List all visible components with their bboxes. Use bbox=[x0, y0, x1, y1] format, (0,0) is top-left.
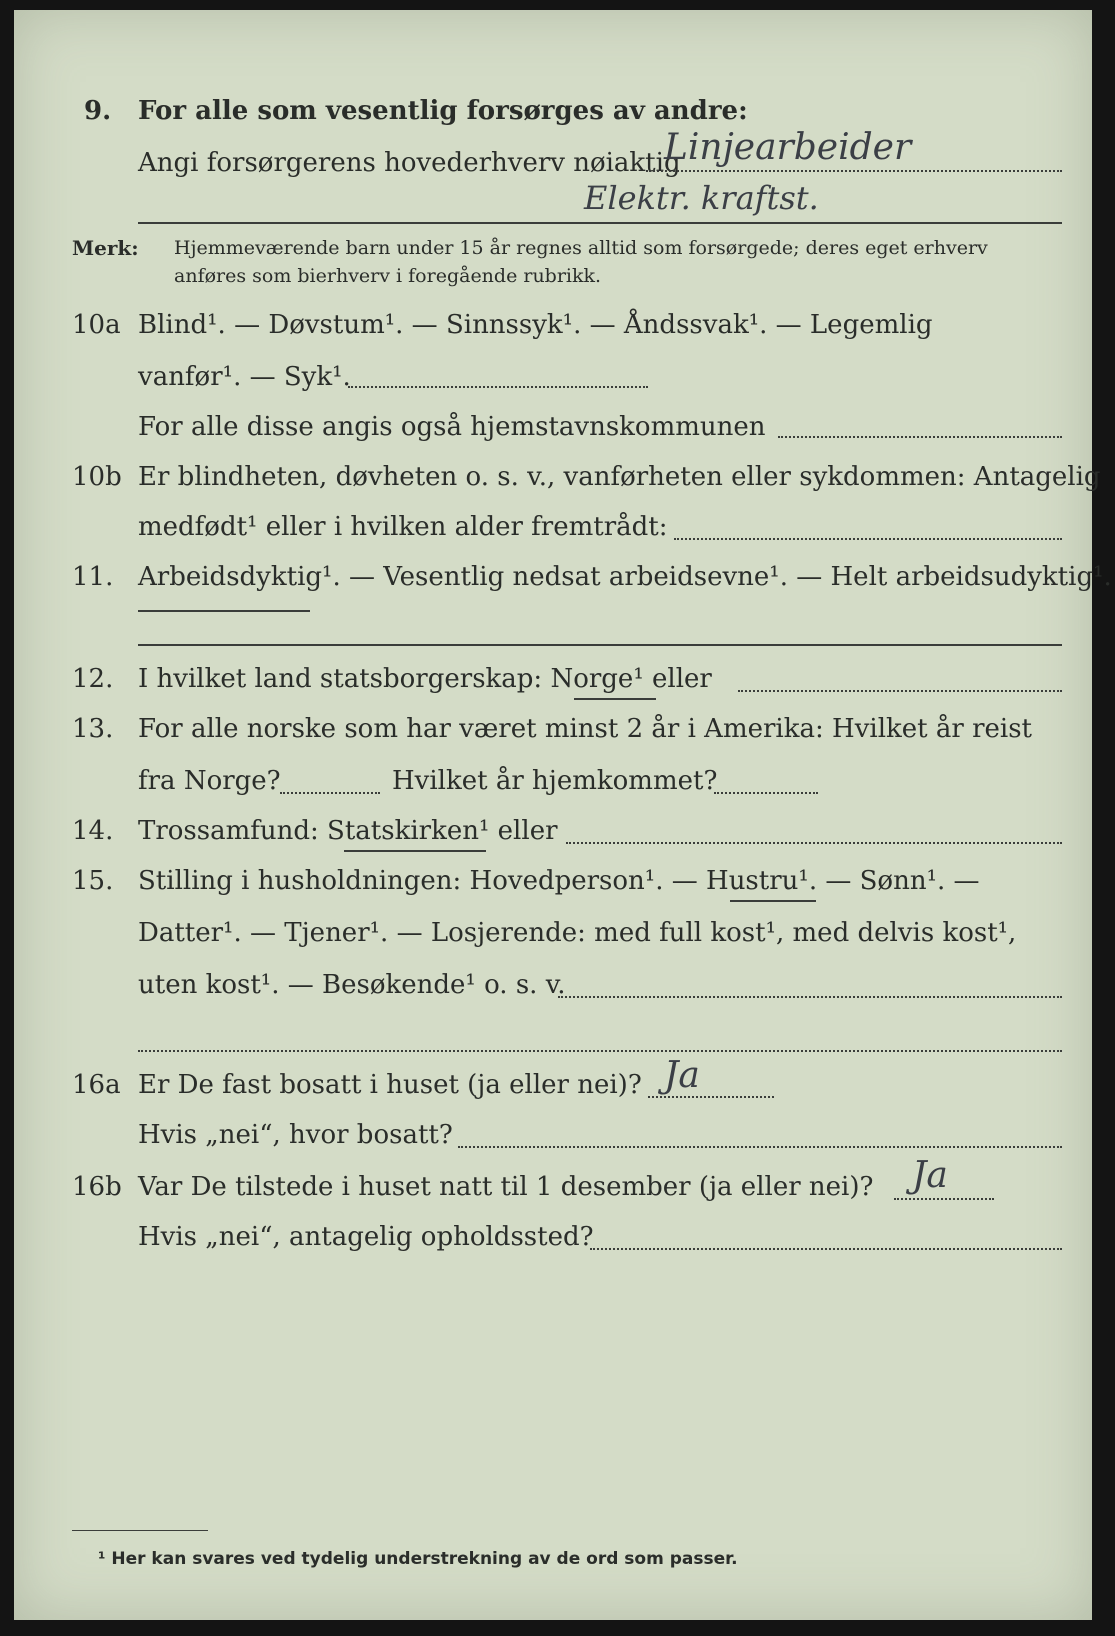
q15-line2: Datter¹. — Tjener¹. — Losjerende: med full kost¹, med delvis kost¹, bbox=[138, 918, 1017, 948]
q10a-line3: For alle disse angis også hjemstavnskommunen bbox=[138, 412, 766, 442]
footnote-rule bbox=[72, 1530, 208, 1531]
q13-number: 13. bbox=[72, 714, 114, 744]
q12-underline-norge bbox=[574, 698, 656, 700]
q11-underline bbox=[138, 610, 310, 612]
census-form-page bbox=[14, 10, 1112, 1620]
q16a-line1: Er De fast bosatt i huset (ja eller nei)? bbox=[138, 1070, 642, 1100]
q10b-number: 10b bbox=[72, 462, 122, 492]
q10b-line2: medfødt¹ eller i hvilken alder fremtrådt: bbox=[138, 512, 668, 542]
q15-line3: uten kost¹. — Besøkende¹ o. s. v. bbox=[138, 970, 566, 1000]
q12-number: 12. bbox=[72, 664, 114, 694]
q15-line1: Stilling i husholdningen: Hovedperson¹. — Hustru¹. — Sønn¹. — bbox=[138, 866, 980, 896]
q9-separator bbox=[138, 222, 1062, 224]
q10b-line1: Er blindheten, døvheten o. s. v., vanførheten eller sykdommen: Antagelig bbox=[138, 462, 1101, 492]
q13-reist-line bbox=[280, 792, 380, 794]
q11-line1: Arbeidsdyktig¹. — Vesentlig nedsat arbeidsevne¹. — Helt arbeidsudyktig¹. bbox=[138, 562, 1112, 592]
q16a-answer-line bbox=[648, 1096, 774, 1098]
q15-underline-hustru bbox=[730, 900, 816, 902]
q13-hjemkommet-line bbox=[714, 792, 818, 794]
q9-handwritten-answer2: Elektr. kraftst. bbox=[584, 179, 819, 217]
q16a-line2: Hvis „nei“, hvor bosatt? bbox=[138, 1120, 453, 1150]
q10a-number: 10a bbox=[72, 310, 121, 340]
q10a-line1: Blind¹. — Døvstum¹. — Sinnssyk¹. — Åndssvak¹. — Legemlig bbox=[138, 310, 933, 340]
q9-handwritten-answer1: Linjearbeider bbox=[664, 127, 912, 168]
q13-line1: For alle norske som har været minst 2 år i Amerika: Hvilket år reist bbox=[138, 714, 1032, 744]
q16a-number: 16a bbox=[72, 1070, 121, 1100]
q15-separator bbox=[138, 1050, 1062, 1052]
footnote: ¹ Her kan svares ved tydelig understrekning av de ord som passer. bbox=[98, 1549, 738, 1569]
q13-line2b: Hvilket år hjemkommet? bbox=[392, 766, 718, 796]
q14-number: 14. bbox=[72, 816, 114, 846]
merk-line2: anføres som bierhverv i foregående rubrikk. bbox=[174, 265, 602, 287]
merk-line1: Hjemmeværende barn under 15 år regnes alltid som forsørgede; deres eget erhverv bbox=[174, 237, 988, 259]
q11-number: 11. bbox=[72, 562, 114, 592]
q10a-line2: vanfør¹. — Syk¹. bbox=[138, 362, 351, 392]
q12-line1: I hvilket land statsborgerskap: Norge¹ eller bbox=[138, 664, 712, 694]
q10b-answer-line bbox=[674, 538, 1062, 540]
q16b-line1: Var De tilstede i huset natt til 1 desember (ja eller nei)? bbox=[138, 1172, 874, 1202]
q16a-handwritten-answer: Ja bbox=[664, 1055, 700, 1096]
q13-line2a: fra Norge? bbox=[138, 766, 281, 796]
q12-answer-line bbox=[738, 690, 1062, 692]
q16b-handwritten-answer: Ja bbox=[912, 1155, 948, 1196]
q10a-syk-line bbox=[348, 386, 648, 388]
q9-number: 9. bbox=[84, 96, 112, 126]
q9-line2: Angi forsørgerens hovederhverv nøiaktig bbox=[138, 148, 681, 178]
q10a-kommune-line bbox=[778, 436, 1062, 438]
q11-separator bbox=[138, 644, 1062, 646]
q16b-line2: Hvis „nei“, antagelig opholdssted? bbox=[138, 1222, 594, 1252]
q16a-bosatt-line bbox=[458, 1146, 1062, 1148]
q16b-opholdssted-line bbox=[590, 1248, 1062, 1250]
q14-line1: Trossamfund: Statskirken¹ eller bbox=[138, 816, 558, 846]
q14-underline-statskirken bbox=[344, 850, 486, 852]
q16b-number: 16b bbox=[72, 1172, 122, 1202]
q16b-answer-line bbox=[894, 1198, 994, 1200]
q15-answer-line bbox=[558, 996, 1062, 998]
q9-line1: For alle som vesentlig forsørges av andre: bbox=[138, 96, 748, 126]
q14-answer-line bbox=[566, 842, 1062, 844]
q9-answer-line bbox=[646, 170, 1062, 172]
q15-number: 15. bbox=[72, 866, 114, 896]
merk-label: Merk: bbox=[72, 236, 139, 260]
